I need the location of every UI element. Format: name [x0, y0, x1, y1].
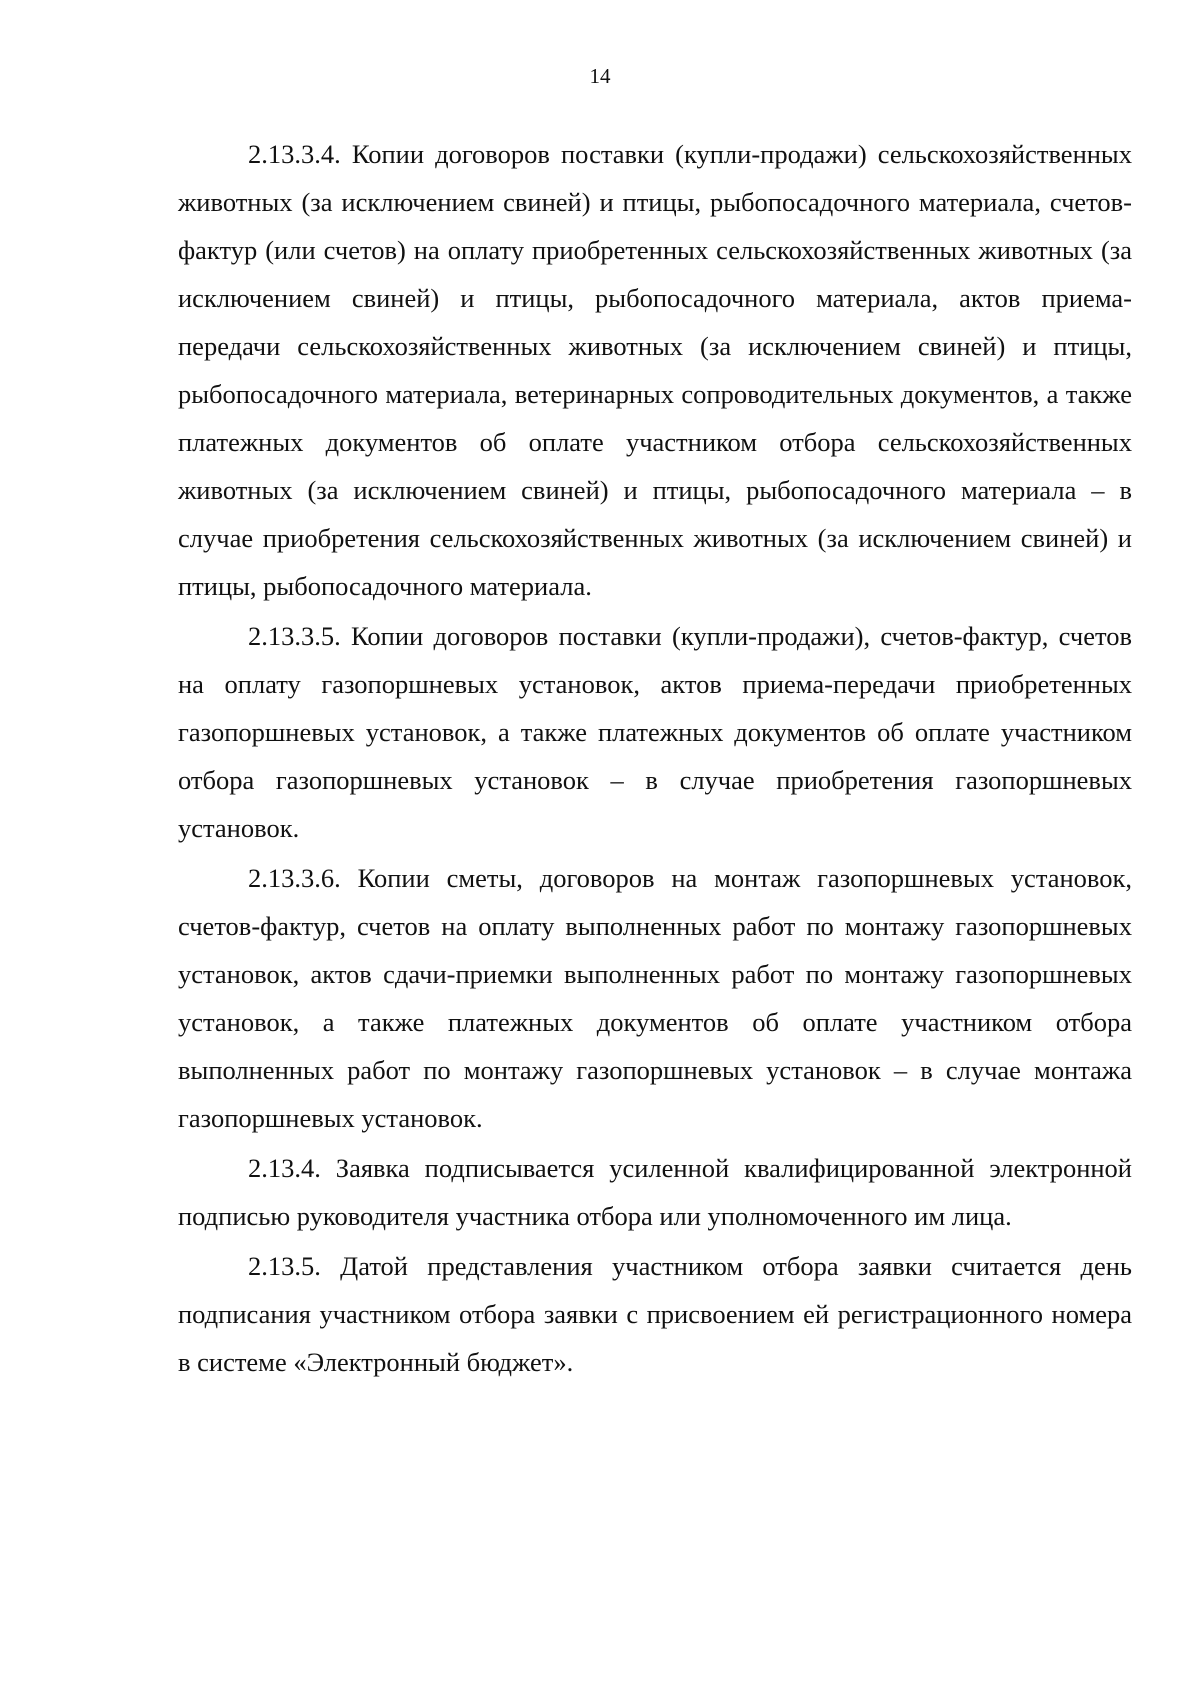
document-body [178, 130, 1132, 1388]
paragraph-2-13-3-6: 2.13.3.6. Копии сметы, договоров на монтаж газопоршневых установок, счетов-фактур, счетов на оплату выполненных работ по монтажу газопоршневых установок, актов сдачи-приемки выполненных работ по монтажу газопоршневых установок, а также платежных документов об оплате участником отбора выполненных работ по монтажу газопоршневых установок – в случае монтажа газопоршневых установок. [178, 863, 1132, 1133]
paragraph-2-13-3-4: 2.13.3.4. Копии договоров поставки (купли-продажи) сельскохозяйственных животных (за исключением свиней) и птицы, рыбопосадочного материала, счетов-фактур (или счетов) на оплату приобретенных сельскохозяйственных животных (за исключением свиней) и птицы, рыбопосадочного материала, актов приема-передачи сельскохозяйственных животных (за исключением свиней) и птицы, рыбопосадочного материала, ветеринарных сопроводительных документов, а также платежных документов об оплате участником отбора сельскохозяйственных животных (за исключением свиней) и птицы, рыбопосадочного материала – в случае приобретения сельскохозяйственных животных (за исключением свиней) и птицы, рыбопосадочного материала. [178, 139, 1132, 601]
page-number: 14 [589, 64, 611, 88]
paragraph-2-13-3-5: 2.13.3.5. Копии договоров поставки (купли-продажи), счетов-фактур, счетов на оплату газопоршневых установок, актов приема-передачи приобретенных газопоршневых установок, а также платежных документов об оплате участником отбора газопоршневых установок – в случае приобретения газопоршневых установок. [178, 621, 1132, 843]
paragraph-2-13-4: 2.13.4. Заявка подписывается усиленной квалифицированной электронной подписью руководителя участника отбора или уполномоченного им лица. [178, 1153, 1132, 1231]
paragraph-2-13-5: 2.13.5. Датой представления участником отбора заявки считается день подписания участником отбора заявки с присвоением ей регистрационного номера в системе «Электронный бюджет». [178, 1251, 1132, 1377]
